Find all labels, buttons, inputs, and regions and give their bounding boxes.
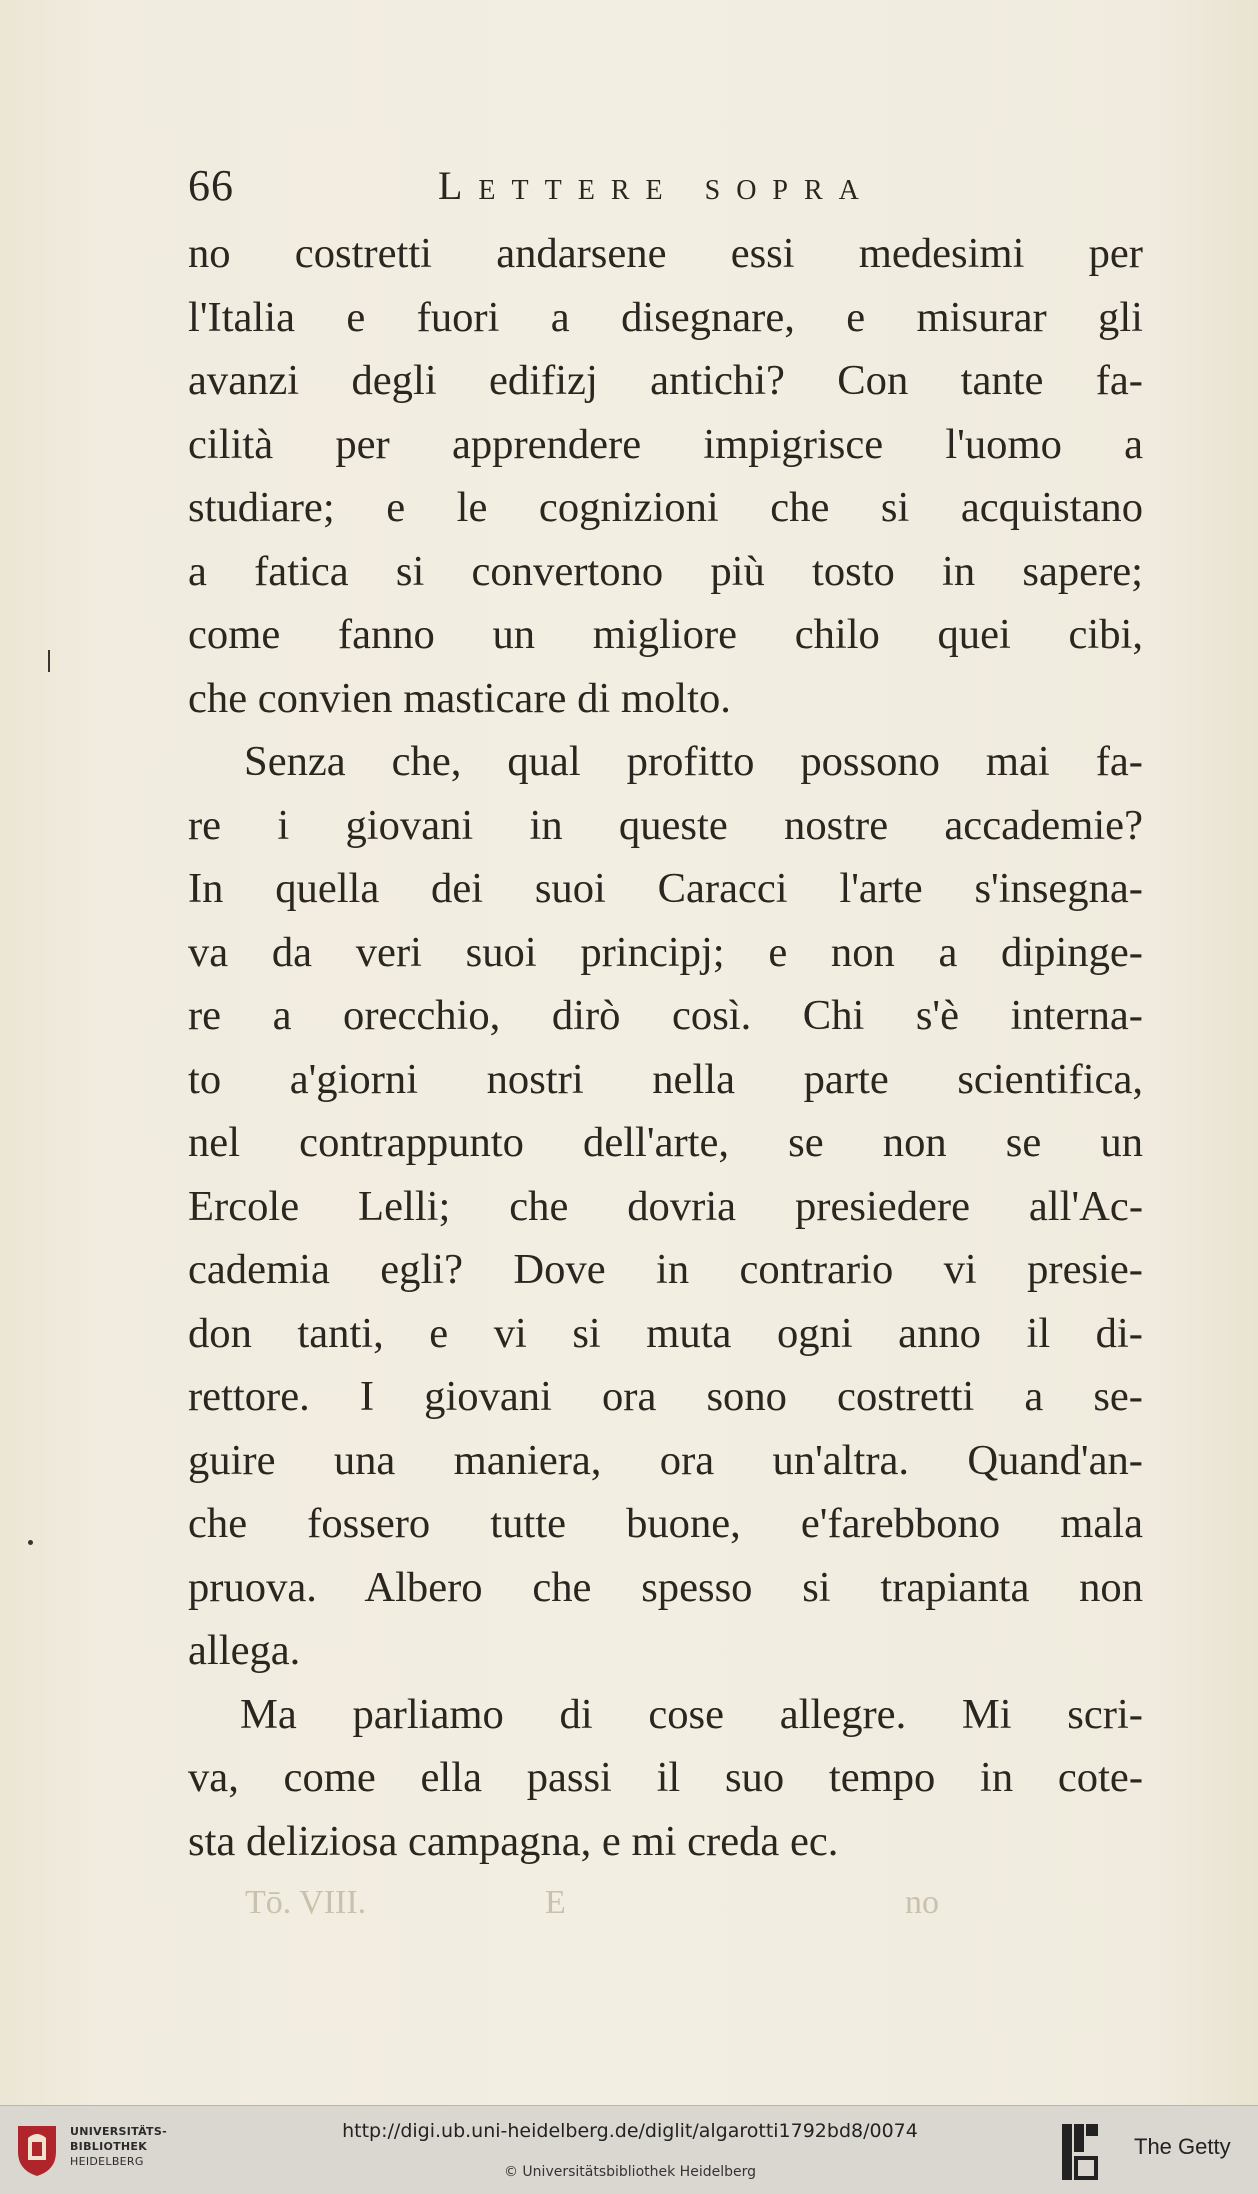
text-line: Ma parliamo di cose allegre. Mi scri-: [240, 1690, 1143, 1738]
body-text: [188, 222, 1143, 1873]
viewer-footer: [0, 2105, 1258, 2194]
text-line: va, come ella passi il suo tempo in cote-: [188, 1754, 1143, 1801]
text-line: cilità per apprendere impigrisce l'uomo a: [188, 420, 1143, 468]
getty-name: The Getty: [1134, 2134, 1231, 2159]
catchword-next: no: [905, 1884, 939, 1921]
text-line: l'Italia e fuori a disegnare, e misurar gli: [188, 293, 1143, 341]
text-line: che fossero tutte buone, e'farebbono mala: [188, 1500, 1143, 1547]
text-line: va da veri suoi principj; e non a dipinge-: [188, 928, 1143, 976]
text-line: pruova. Albero che spesso si trapianta non: [188, 1563, 1143, 1611]
text-line: no costretti andarsene essi medesimi per: [188, 230, 1143, 277]
text-line: re i giovani in queste nostre accademie?: [188, 801, 1143, 849]
margin-dot: [28, 1540, 33, 1545]
copyright-notice: © Universitätsbibliothek Heidelberg: [503, 2164, 756, 2180]
text-line: che convien masticare di molto.: [188, 674, 731, 722]
permalink-url[interactable]: http://digi.ub.uni-heidelberg.de/diglit/algarotti1792bd8/0074: [342, 2120, 918, 2142]
text-line: re a orecchio, dirò così. Chi s'è interna-: [188, 992, 1143, 1039]
text-line: Ercole Lelli; che dovria presiedere all'Ac-: [188, 1182, 1143, 1230]
text-line: guire una maniera, ora un'altra. Quand'an-: [188, 1436, 1143, 1484]
running-head: [188, 160, 1148, 220]
heidelberg-seal-icon: [14, 2122, 60, 2178]
text-line: rettore. I giovani ora sono costretti a se-: [188, 1373, 1143, 1420]
library-name-line: HEIDELBERG: [70, 2155, 144, 2168]
text-line: Senza che, qual profitto possono mai fa-: [244, 738, 1143, 785]
text-line: to a'giorni nostri nella parte scientifica,: [188, 1055, 1143, 1103]
text-line: In quella dei suoi Caracci l'arte s'insegna-: [188, 865, 1143, 912]
text-line: sta deliziosa campagna, e mi creda ec.: [188, 1817, 839, 1865]
margin-mark: [48, 650, 50, 672]
text-line: studiare; e le cognizioni che si acquistano: [188, 484, 1143, 531]
text-line: cademia egli? Dove in contrario vi presie-: [188, 1246, 1143, 1293]
text-line: come fanno un migliore chilo quei cibi,: [188, 611, 1143, 658]
bleed-through-catchword: [245, 1884, 1145, 1934]
text-line: nel contrappunto dell'arte, se non se un: [188, 1119, 1143, 1166]
library-name-line: UNIVERSITÄTS-: [70, 2125, 167, 2138]
text-line: allega.: [188, 1627, 301, 1674]
library-name-line: BIBLIOTHEK: [70, 2140, 148, 2153]
text-line: don tanti, e vi si muta ogni anno il di-: [188, 1309, 1143, 1357]
page-number: 66: [188, 161, 234, 210]
signature-mark: Tō. VIII.: [245, 1884, 367, 1921]
library-name: [70, 2124, 167, 2169]
text-line: avanzi degli edifizj antichi? Con tante fa-: [188, 357, 1143, 404]
gathering-letter: E: [545, 1884, 566, 1921]
text-line: a fatica si convertono più tosto in sapere;: [188, 547, 1143, 595]
running-title: Lettere sopra: [438, 163, 875, 208]
getty-logo-icon: [1060, 2122, 1100, 2182]
